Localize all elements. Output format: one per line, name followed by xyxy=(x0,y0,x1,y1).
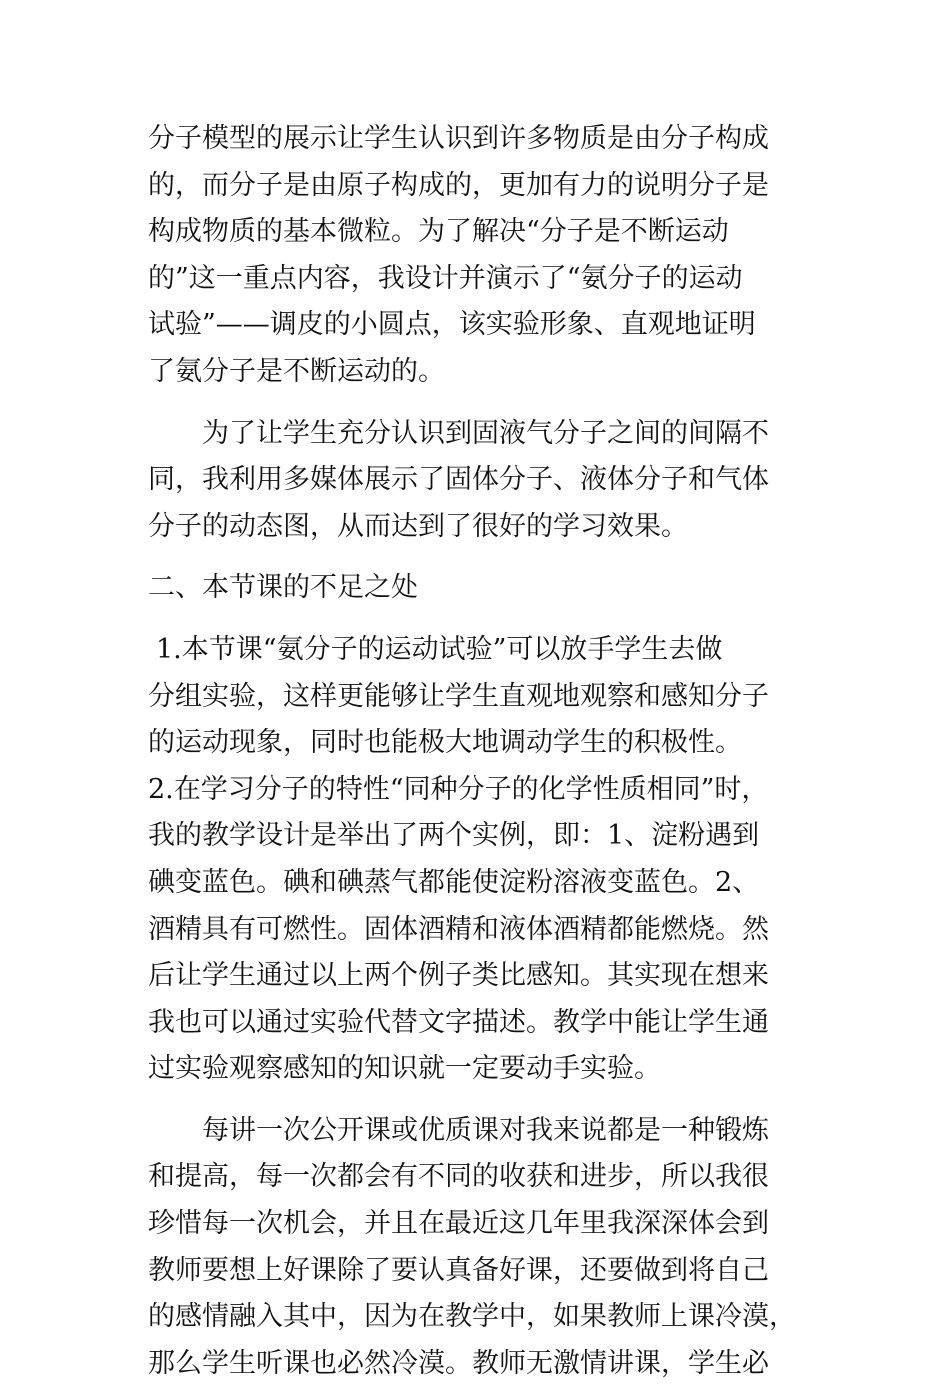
list-item-line: 我的教学设计是举出了两个实例，即：1、淀粉遇到 xyxy=(148,820,760,852)
paragraph-line: 教师要想上好课除了要认真备好课，还要做到将自己 xyxy=(148,1254,769,1286)
paragraph-gap xyxy=(148,396,808,411)
list-item-2 xyxy=(148,767,808,1093)
paragraph-line: 同，我利用多媒体展示了固体分子、液体分子和气体 xyxy=(148,464,769,496)
list-item-line: 后让学生通过以上两个例子类比感知。其实现在想来 xyxy=(148,960,769,992)
paragraph-gap xyxy=(148,550,808,565)
paragraph-line: 的”这一重点内容，我设计并演示了“氨分子的运动 xyxy=(148,262,743,294)
paragraph-line: 试验”——调皮的小圆点，该实验形象、直观地证明 xyxy=(148,309,756,341)
paragraph-line: 分子的动态图，从而达到了很好的学习效果。 xyxy=(148,510,688,542)
list-item-line: 1.本节课“氨分子的运动试验”可以放手学生去做 xyxy=(156,633,723,665)
paragraph-line: 分子模型的展示让学生认识到许多物质是由分子构成 xyxy=(148,123,769,154)
list-item-line: 分组实验，这样更能够让学生直观地观察和感知分子 xyxy=(148,680,769,712)
paragraph-line: 和提高，每一次都会有不同的收获和进步，所以我很 xyxy=(148,1161,769,1193)
paragraph-line: 那么学生听课也必然冷漠。教师无激情讲课，学生必 xyxy=(148,1347,769,1379)
list-item-line: 酒精具有可燃性。固体酒精和液体酒精都能燃烧。然 xyxy=(148,913,769,945)
paragraph-2 xyxy=(148,411,808,551)
paragraph-line: 为了让学生充分认识到固液气分子之间的间隔不 xyxy=(202,417,769,449)
list-item-line: 碘变蓝色。碘和碘蒸气都能使淀粉溶液变蓝色。2、 xyxy=(148,866,760,898)
list-item-line: 2.在学习分子的特性“同种分子的化学性质相同”时， xyxy=(148,773,769,805)
paragraph-gap xyxy=(148,612,808,627)
section-heading: 二、本节课的不足之处 xyxy=(148,572,418,604)
paragraph-line: 每讲一次公开课或优质课对我来说都是一种锻炼 xyxy=(202,1114,769,1146)
paragraph-3 xyxy=(148,1108,808,1387)
document-body xyxy=(148,116,808,1387)
paragraph-line: 的感情融入其中，因为在教学中，如果教师上课冷漠， xyxy=(148,1301,796,1333)
list-item-line: 的运动现象，同时也能极大地调动学生的积极性。 xyxy=(148,727,742,759)
list-item-line: 过实验观察感知的知识就一定要动手实验。 xyxy=(148,1053,661,1085)
list-item-1 xyxy=(148,627,808,767)
paragraph-line: 了氨分子是不断运动的。 xyxy=(148,355,445,387)
paragraph-line: 的，而分子是由原子构成的，更加有力的说明分子是 xyxy=(148,169,769,201)
paragraph-line: 珍惜每一次机会，并且在最近这几年里我深深体会到 xyxy=(148,1208,769,1240)
paragraph-1 xyxy=(148,116,808,396)
list-item-line: 我也可以通过实验代替文字描述。教学中能让学生通 xyxy=(148,1006,769,1038)
paragraph-gap xyxy=(148,1093,808,1108)
paragraph-line: 构成物质的基本微粒。为了解决“分子是不断运动 xyxy=(148,216,729,248)
